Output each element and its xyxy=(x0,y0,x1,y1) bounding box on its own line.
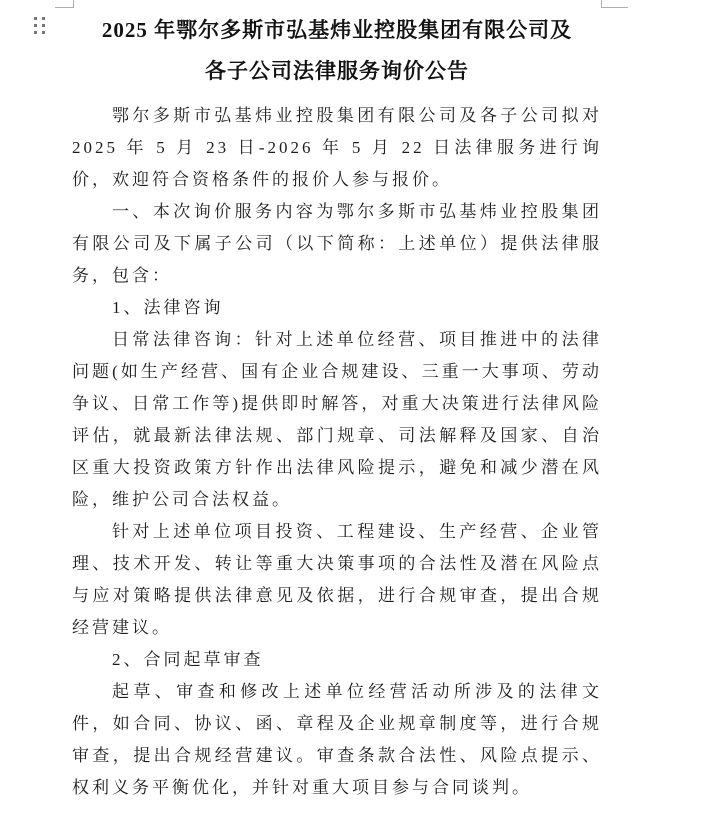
document-title-line1: 2025 年鄂尔多斯市弘基炜业控股集团有限公司及 xyxy=(101,18,573,42)
drag-handle-dot xyxy=(34,17,37,20)
drag-handle-dot xyxy=(42,24,45,27)
paragraph-item-1-heading: 1、法律咨询 xyxy=(112,298,224,317)
drag-handle-dot xyxy=(34,31,37,34)
drag-handle-icon[interactable] xyxy=(34,17,45,34)
text-boundary-mark-top-left xyxy=(55,0,74,8)
document-title-line2: 各子公司法律服务询价公告 xyxy=(205,59,469,83)
drag-handle-dot xyxy=(42,31,45,34)
drag-handle-dot xyxy=(42,17,45,20)
paragraph-item-2-heading: 2、合同起草审查 xyxy=(112,650,264,669)
paragraph-item-2-body: 起草、审查和修改上述单位经营活动所涉及的法律文件，如合同、协议、函、章程及企业规章制度等，进行合规审查，提出合规经营建议。审查条款合法性、风险点提示、权利义务平衡优化，并针对重大项目参与合同谈判。 xyxy=(72,682,602,797)
document-title xyxy=(72,10,602,92)
text-boundary-mark-top-right xyxy=(601,0,628,8)
paragraph-item-1-body-b: 针对上述单位项目投资、工程建设、生产经营、企业管理、技术开发、转让等重大决策事项的合法性及潜在风险点与应对策略提供法律意见及依据，进行合规审查，提出合规经营建议。 xyxy=(72,522,602,637)
paragraph-intro: 鄂尔多斯市弘基炜业控股集团有限公司及各子公司拟对 2025 年 5 月 23 日-2026 年 5 月 22 日法律服务进行询价，欢迎符合资格条件的报价人参与报价。 xyxy=(72,106,602,189)
drag-handle-dot xyxy=(34,24,37,27)
document-body xyxy=(72,100,602,804)
paragraph-section-1: 一、本次询价服务内容为鄂尔多斯市弘基炜业控股集团有限公司及下属子公司（以下简称：上述单位）提供法律服务，包含： xyxy=(72,202,602,285)
paragraph-item-1-body-a: 日常法律咨询：针对上述单位经营、项目推进中的法律问题(如生产经营、国有企业合规建设、三重一大事项、劳动争议、日常工作等)提供即时解答，对重大决策进行法律风险评估，就最新法律法规、部门规章、司法解释及国家、自治区重大投资政策方针作出法律风险提示，避免和减少潜在风险，维护公司合法权益。 xyxy=(72,330,602,509)
